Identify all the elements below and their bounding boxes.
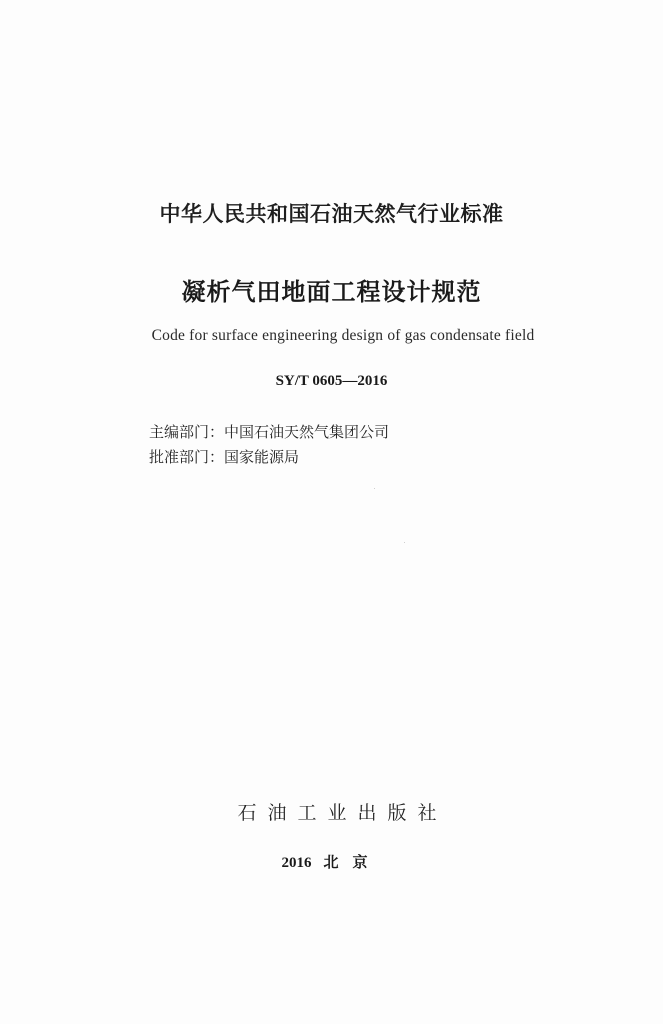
publisher-name: 石油工业出版社 <box>237 802 448 824</box>
publication-city: 北京 <box>323 855 382 871</box>
series-title: 中华人民共和国石油天然气行业标准 <box>159 202 504 226</box>
publication-place-line <box>0 851 663 872</box>
english-title: Code for surface engineering design of gas condensate field <box>151 327 535 344</box>
chief-editor-label: 主编部门： <box>149 423 225 441</box>
approval-line <box>149 446 299 467</box>
publication-year: 2016 <box>281 855 312 871</box>
chief-editor-line <box>149 421 389 442</box>
scan-speck <box>374 488 375 489</box>
approval-value: 国家能源局 <box>224 448 300 466</box>
standard-number: SY/T 0605—2016 <box>275 373 388 389</box>
scan-speck <box>404 542 405 543</box>
document-title: 凝析气田地面工程设计规范 <box>181 278 482 306</box>
chief-editor-value: 中国石油天然气集团公司 <box>224 423 390 441</box>
approval-label: 批准部门： <box>149 448 225 466</box>
